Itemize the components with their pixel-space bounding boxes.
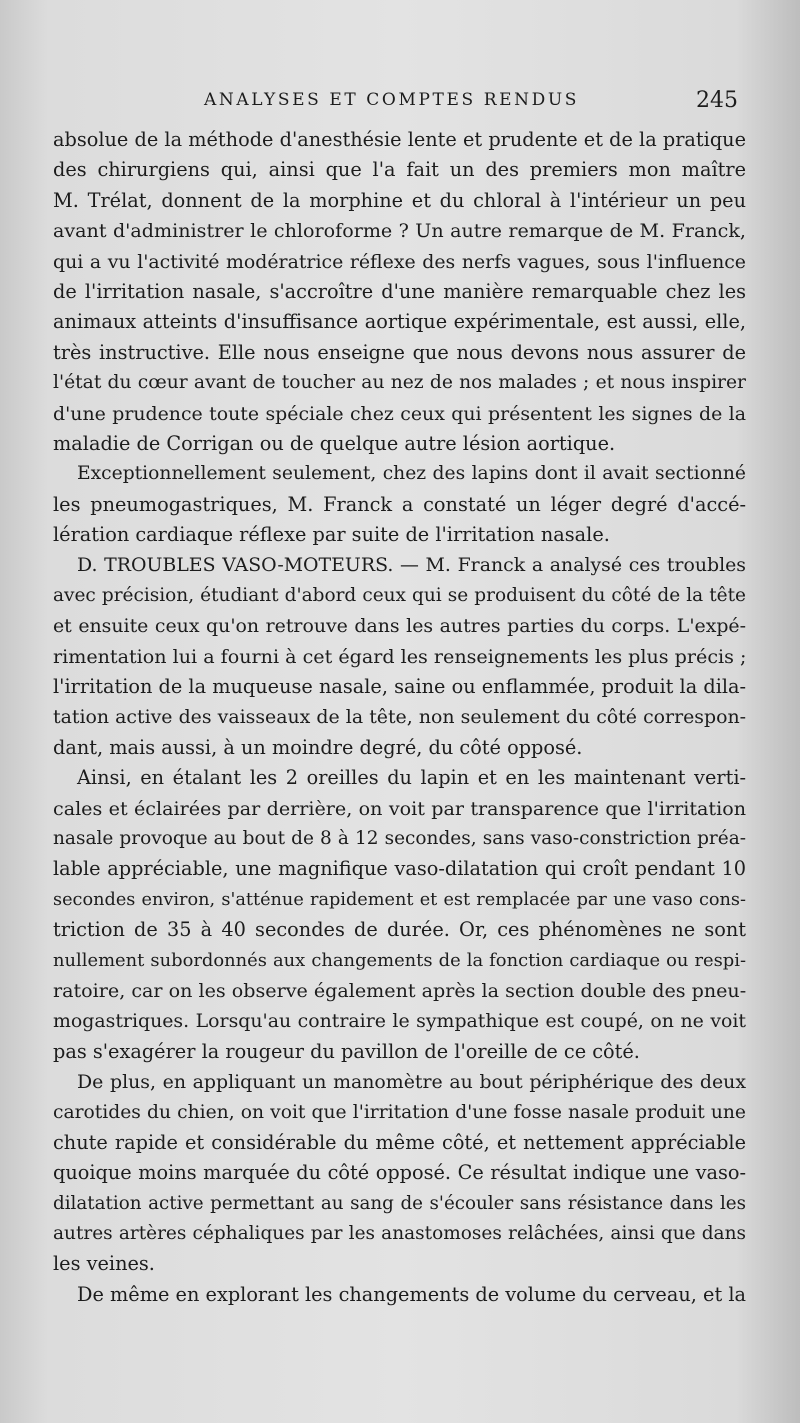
text-line: Ainsi, en étalant les 2 oreilles du lapin et en les maintenant verti- — [77, 766, 746, 790]
text-line: tation active des vaisseaux de la tête, non seulement du côté correspon- — [53, 706, 746, 729]
text-line: nullement subordonnés aux changements de la fonction cardiaque ou respi- — [53, 949, 746, 971]
text-line: M. Trélat, donnent de la morphine et du chloral à l'intérieur un peu — [53, 188, 746, 212]
text-line: qui a vu l'activité modératrice réflexe des nerfs vagues, sous l'influence — [53, 250, 746, 273]
text-line: rimentation lui a fourni à cet égard les renseignements les plus précis ; — [53, 644, 747, 668]
text-line: dant, mais aussi, à un moindre degré, du côté opposé. — [53, 735, 583, 759]
page-number: 245 — [696, 88, 738, 113]
text-line: avant d'administrer le chloroforme ? Un autre remarque de M. Franck, — [53, 219, 746, 243]
text-line: avec précision, étudiant d'abord ceux qui se produisent du côté de la tête — [53, 584, 746, 606]
text-line: mogastriques. Lorsqu'au contraire le sympathique est coupé, on ne voit — [53, 1010, 746, 1033]
text-line: et ensuite ceux qu'on retrouve dans les autres parties du corps. L'expé- — [53, 615, 746, 638]
text-line: les veines. — [53, 1252, 155, 1276]
text-line: triction de 35 à 40 secondes de durée. Or, ces phénomènes ne sont — [53, 918, 746, 942]
text-line: maladie de Corrigan ou de quelque autre lésion aortique. — [53, 431, 616, 455]
text-line: autres artères céphaliques par les anastomoses relâchées, ainsi que dans — [53, 1223, 746, 1245]
text-line: carotides du chien, on voit que l'irritation d'une fosse nasale produit une — [53, 1101, 746, 1123]
text-line: l'état du cœur avant de toucher au nez de nos malades ; et nous inspirer — [53, 372, 746, 394]
text-line: l'irritation de la muqueuse nasale, saine ou enflammée, produit la dila- — [53, 675, 747, 699]
text-line: De plus, en appliquant un manomètre au bout périphérique des deux — [77, 1071, 746, 1094]
text-line: de l'irritation nasale, s'accroître d'une manière remarquable chez les — [53, 279, 746, 303]
text-line: dilatation active permettant au sang de s'écouler sans résistance dans les — [53, 1192, 746, 1214]
text-line: animaux atteints d'insuffisance aortique expérimentale, est aussi, elle, — [53, 310, 746, 334]
text-line: absolue de la méthode d'anesthésie lente et prudente et de la pratique — [53, 128, 746, 151]
text-line: cales et éclairées par derrière, on voit par transparence que l'irritation — [53, 796, 746, 820]
text-line: Exceptionnellement seulement, chez des lapins dont il avait sectionné — [77, 463, 746, 485]
page-header — [0, 88, 800, 118]
body-text — [53, 125, 746, 1310]
text-line: d'une prudence toute spéciale chez ceux qui présentent les signes de la — [53, 402, 746, 425]
text-line: très instructive. Elle nous enseigne que nous devons nous assurer de — [53, 340, 746, 364]
text-line: pas s'exagérer la rougeur du pavillon de l'oreille de ce côté. — [53, 1039, 640, 1063]
text-line: quoique moins marquée du côté opposé. Ce résultat indique une vaso- — [53, 1161, 746, 1185]
text-line: ratoire, car on les observe également après la section double des pneu- — [53, 978, 747, 1002]
text-line: lable appréciable, une magnifique vaso-dilatation qui croît pendant 10 — [53, 857, 746, 881]
text-line: des chirurgiens qui, ainsi que l'a fait un des premiers mon maître — [53, 158, 746, 182]
running-title: ANALYSES ET COMPTES RENDUS — [204, 90, 579, 110]
text-line: les pneumogastriques, M. Franck a constaté un léger degré d'accé- — [53, 492, 746, 516]
text-line: chute rapide et considérable du même côté, et nettement appréciable — [53, 1130, 746, 1154]
text-line: D. TROUBLES VASO-MOTEURS. — M. Franck a analysé ces troubles — [77, 554, 746, 577]
text-line: lération cardiaque réflexe par suite de l'irritation nasale. — [53, 523, 610, 547]
text-line: nasale provoque au bout de 8 à 12 secondes, sans vaso-constriction préa- — [53, 827, 746, 849]
text-line: secondes environ, s'atténue rapidement et est remplacée par une vaso cons- — [53, 889, 746, 910]
text-line: De même en explorant les changements de volume du cerveau, et la — [77, 1282, 746, 1306]
